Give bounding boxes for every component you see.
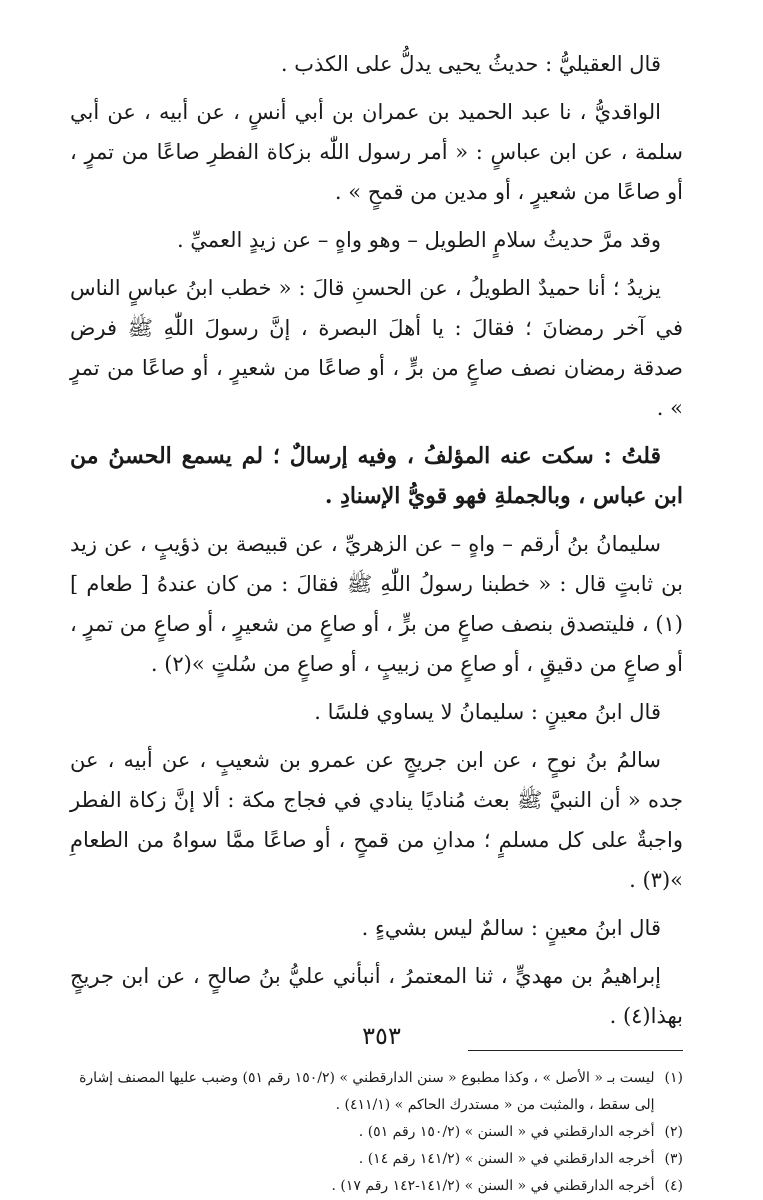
paragraph: سالمُ بنُ نوحٍ ، عن ابن جريجٍ عن عمرو بن شعيبٍ ، عن أبيه ، عن جده « أن النبيَّ ﷺ بعث مُناديًا ينادي في فجاج مكة : ألا إنَّ زكاة الفطر واجبةٌ على كل مسلمٍ ؛ مدانِ من قمحٍ ، أو صاعًا ممَّا سواهُ من الطعامِ »(٣) . bbox=[70, 748, 683, 892]
footnote bbox=[70, 1146, 683, 1173]
paragraph: الواقديُّ ، نا عبد الحميد بن عمران بن أبي أنسٍ ، عن أبيه ، عن أبي سلمة ، عن ابن عباسٍ : « أمر رسول اللّٰه بزكاة الفطرِ صاعًا من تمرٍ ، أو صاعًا من شعيرٍ ، أو مدين من قمحٍ » . bbox=[70, 100, 683, 204]
footnote bbox=[70, 1065, 683, 1119]
footnote-separator bbox=[468, 1050, 683, 1051]
paragraph: قال العقيليُّ : حديثُ يحيى يدلُّ على الكذب . bbox=[280, 52, 661, 76]
paragraph: قال ابنُ معينٍ : سالمٌ ليس بشيءٍ . bbox=[361, 916, 661, 940]
footnote-number: (١) bbox=[664, 1070, 683, 1086]
footnote-number: (٣) bbox=[664, 1151, 683, 1167]
paragraph: قال ابنُ معينٍ : سليمانُ لا يساوي فلسًا . bbox=[314, 700, 661, 724]
paragraph: قلتُ : سكت عنه المؤلفُ ، وفيه إرسالٌ ؛ لم يسمع الحسنُ من ابن عباس ، وبالجملةِ فهو قويُّ الإسنادِ . bbox=[70, 443, 683, 509]
footnote-text: أخرجه الدارقطني في « السنن » (١٥٠/٢ رقم ٥١) . bbox=[358, 1124, 655, 1140]
footnote-text: ليست بـ « الأصل » ، وكذا مطبوع « سنن الدارقطني » (١٥٠/٢ رقم ٥١) وضبب عليها المصنف إشارة إلى سقط ، والمثبت من « مستدرك الحاكم » (٤١١/١) . bbox=[79, 1070, 655, 1113]
paragraph: إبراهيمُ بن مهديٍّ ، ثنا المعتمرُ ، أنبأني عليُّ بنُ صالحٍ ، عن ابن جريجٍ بهذا(٤) . bbox=[70, 964, 683, 1028]
paragraph: يزيدُ ؛ أنا حميدٌ الطويلُ ، عن الحسنِ قالَ : « خطب ابنُ عباسٍ الناس في آخر رمضانَ ؛ فقالَ : يا أهلَ البصرة ، إنَّ رسولَ اللّٰهِ ﷺ فرض صدقة رمضان نصف صاعٍ من برٍّ ، أو صاعًا من شعيرٍ ، أو صاعًا من تمرٍ » . bbox=[70, 276, 683, 420]
footnote-number: (٢) bbox=[664, 1124, 683, 1140]
footnote-text: أخرجه الدارقطني في « السنن » (١٤١/٢-١٤٢ رقم ١٧) . bbox=[331, 1178, 655, 1194]
footnote-text: أخرجه الدارقطني في « السنن » (١٤١/٢ رقم ١٤) . bbox=[358, 1151, 655, 1167]
footnotes bbox=[70, 1065, 683, 1200]
paragraph: وقد مرَّ حديثُ سلامٍ الطويل – وهو واهٍ – عن زيدٍ العميِّ . bbox=[176, 228, 661, 252]
footnote bbox=[70, 1119, 683, 1146]
paragraph: سليمانُ بنُ أرقم – واهٍ – عن الزهريِّ ، عن قبيصة بن ذؤيبٍ ، عن زيد بن ثابتٍ قال : « خطبنا رسولُ اللّٰهِ ﷺ فقالَ : من كان عندهُ [ طعام ](١) ، فليتصدق بنصف صاعٍ من برٍّ ، أو صاعٍ من شعيرٍ ، أو صاعٍ من تمرٍ ، أو صاعٍ من دقيقٍ ، أو صاعٍ من زبيبٍ ، أو صاعٍ من سُلتٍ »(٢) . bbox=[70, 532, 683, 676]
footnote bbox=[70, 1173, 683, 1200]
page-number: ٣٥٣ bbox=[362, 1022, 401, 1050]
footnote-number: (٤) bbox=[664, 1178, 683, 1194]
main-text bbox=[70, 44, 683, 1036]
